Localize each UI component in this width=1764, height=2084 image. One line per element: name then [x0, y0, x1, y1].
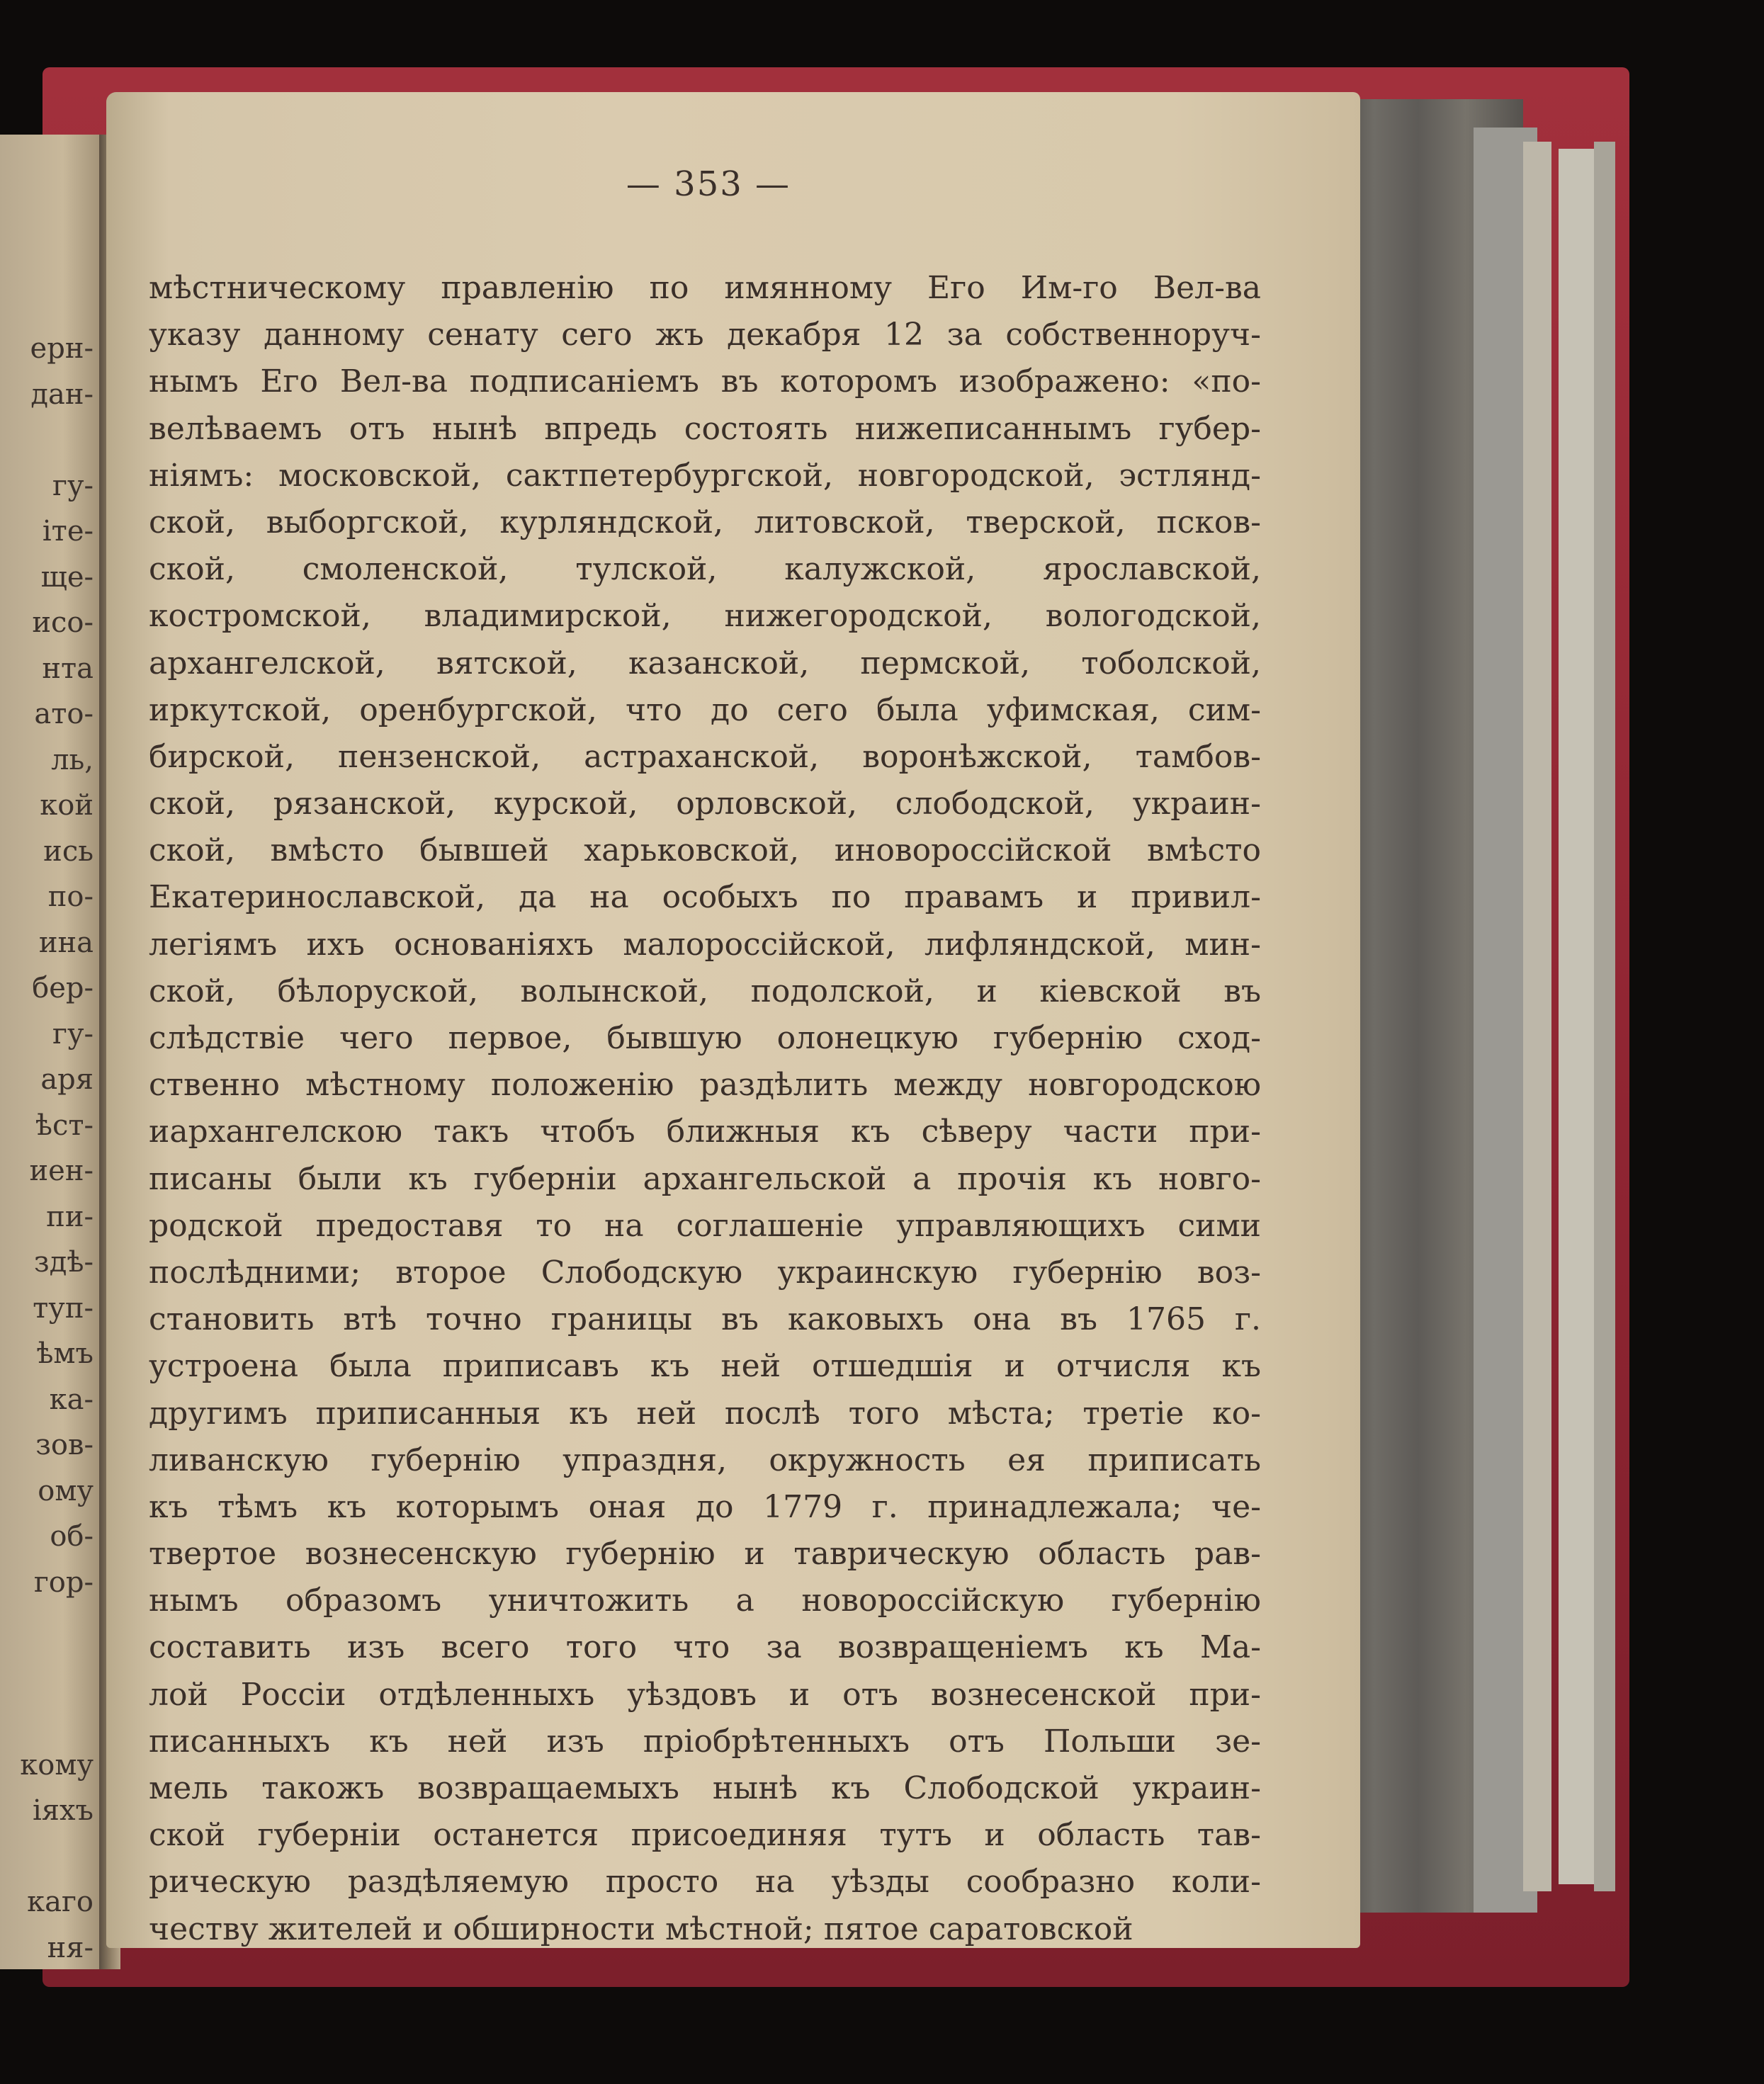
text-line: иркутской, оренбургской, что до сего была уфимская, сим-	[149, 691, 1261, 728]
left-text-fragment: гор-	[33, 1565, 94, 1599]
text-line: писаны были къ губерніи архангельской а прочія къ новго-	[149, 1160, 1261, 1197]
left-text-fragment: іте-	[42, 515, 94, 548]
text-line: ской, рязанской, курской, орловской, слободской, украин-	[149, 786, 1261, 822]
left-text-fragment: дан-	[30, 378, 94, 411]
text-line: честву жителей и обширности мѣстной; пятое саратовской	[149, 1910, 1133, 1947]
left-text-fragment: ерн-	[30, 332, 94, 365]
left-text-fragment: кой	[40, 789, 94, 822]
left-text-fragment: здѣ-	[33, 1246, 94, 1279]
left-text-fragment: гу-	[52, 469, 94, 502]
text-line: ственно мѣстному положенію раздѣлить между новгородскою	[149, 1067, 1261, 1104]
left-text-fragment	[0, 1605, 99, 1651]
text-line: ской, выборгской, курляндской, литовской, тверской, псков-	[149, 504, 1261, 540]
text-line: ніямъ: московской, сактпетербургской, новгородской, эстлянд-	[149, 457, 1261, 494]
left-text-fragment: ато-	[34, 698, 94, 730]
left-text-fragment: кому	[20, 1748, 94, 1782]
text-line: мель такожъ возвращаемыхъ нынѣ къ Слободской украин-	[149, 1770, 1261, 1806]
left-text-fragment: ль,	[51, 743, 94, 776]
left-text-fragment: ѣст-	[35, 1109, 94, 1142]
left-text-fragment: нта	[42, 652, 94, 685]
left-text-fragment: ина	[38, 926, 94, 959]
left-text-fragment: ня-	[47, 1931, 94, 1964]
text-line: слѣдствіе чего первое, бывшую олонецкую губернію сход-	[149, 1020, 1261, 1056]
left-text-fragment: иен-	[29, 1155, 94, 1187]
page-number: — 353 —	[626, 164, 791, 204]
text-line: рическую раздѣляемую просто на уѣзды сообразно коли-	[149, 1864, 1261, 1901]
text-line: иархангелскою такъ чтобъ ближныя къ сѣверу части при-	[149, 1114, 1261, 1150]
text-line: бирской, пензенской, астраханской, воронѣжской, тамбов-	[149, 738, 1261, 775]
left-text-fragment: каго	[27, 1886, 94, 1918]
text-line: къ тѣмъ къ которымъ оная до 1779 г. принадлежала; че-	[149, 1488, 1261, 1525]
left-text-fragment: аря	[40, 1063, 94, 1096]
text-line: мѣстническому правленію по имянному Его Им-го Вел-ва	[149, 270, 1261, 306]
left-text-fragment: гу-	[52, 1017, 94, 1051]
text-line: другимъ приписанныя къ ней послѣ того мѣста; третіе ко-	[149, 1395, 1261, 1432]
text-line: лой Россіи отдѣленныхъ уѣздовъ и отъ вознесенской при-	[149, 1676, 1261, 1713]
left-text-fragment: іяхъ	[32, 1794, 94, 1827]
left-text-fragment: ка-	[49, 1383, 94, 1416]
left-text-fragment	[0, 417, 99, 463]
text-line: нымъ Его Вел-ва подписаніемъ въ которомъ изображено: «по-	[149, 363, 1261, 400]
left-text-fragment: бер-	[32, 972, 94, 1004]
left-text-fragment: ще-	[40, 560, 94, 594]
text-line: легіямъ ихъ основаніяхъ малороссійской, лифляндской, мин-	[149, 926, 1261, 963]
left-text-fragment: по-	[47, 880, 94, 913]
text-line: архангелской, вятской, казанской, пермской, тоболской,	[149, 645, 1261, 681]
left-text-fragment	[0, 1697, 99, 1743]
body-text	[149, 265, 1261, 1953]
text-line: указу данному сенату сего жъ декабря 12 за собственноруч-	[149, 317, 1261, 353]
text-line: ливанскую губернію упраздня, окружность ея приписать	[149, 1442, 1261, 1478]
text-line: родской предоставя то на соглашеніе управляющихъ сими	[149, 1207, 1261, 1244]
text-line: костромской, владимирской, нижегородской, вологодской,	[149, 598, 1261, 635]
left-text-fragment	[0, 1834, 99, 1880]
left-text-fragment: ѣмъ	[36, 1337, 94, 1370]
left-text-fragment: ому	[38, 1474, 94, 1507]
text-line: писанныхъ къ ней изъ пріобрѣтенныхъ отъ Польши зе-	[149, 1723, 1261, 1760]
text-line: твертое вознесенскую губернію и таврическую область рав-	[149, 1536, 1261, 1573]
left-text-fragment: об-	[50, 1520, 94, 1553]
text-line: ской губерніи останется присоединяя тутъ и область тав-	[149, 1817, 1261, 1854]
text-line: велѣваемъ отъ нынѣ впредь состоять нижеписаннымъ губер-	[149, 410, 1261, 447]
left-text-fragment: исо-	[32, 606, 94, 639]
text-line: составить изъ всего того что за возвращеніемъ къ Ма-	[149, 1629, 1261, 1666]
text-line: ской, бѣлоруской, волынской, подолской, и кіевской въ	[149, 973, 1261, 1009]
page-edge-strip	[1594, 142, 1615, 1891]
left-text-fragment: пи-	[46, 1200, 94, 1233]
left-text-fragment: ись	[43, 834, 94, 868]
left-text-fragment: туп-	[33, 1291, 94, 1325]
text-line: устроена была приписавъ къ ней отшедшія и отчисля къ	[149, 1348, 1261, 1385]
text-line: ской, смоленской, тулской, калужской, ярославской,	[149, 551, 1261, 588]
page-edge-strip	[1523, 142, 1551, 1891]
left-page-text	[0, 326, 99, 1971]
left-text-fragment: зов-	[35, 1429, 94, 1461]
text-line: становить втѣ точно границы въ каковыхъ она въ 1765 г.	[149, 1301, 1261, 1338]
text-line: ской, вмѣсто бывшей харьковской, иновороссійской вмѣсто	[149, 832, 1261, 869]
text-line: послѣдними; второе Слободскую украинскую губернію воз-	[149, 1254, 1261, 1291]
text-line: Екатеринославской, да на особыхъ по правамъ и привил-	[149, 879, 1261, 916]
text-line: нымъ образомъ уничтожить а новороссійскую губернію	[149, 1582, 1261, 1619]
left-text-fragment	[0, 1651, 99, 1697]
